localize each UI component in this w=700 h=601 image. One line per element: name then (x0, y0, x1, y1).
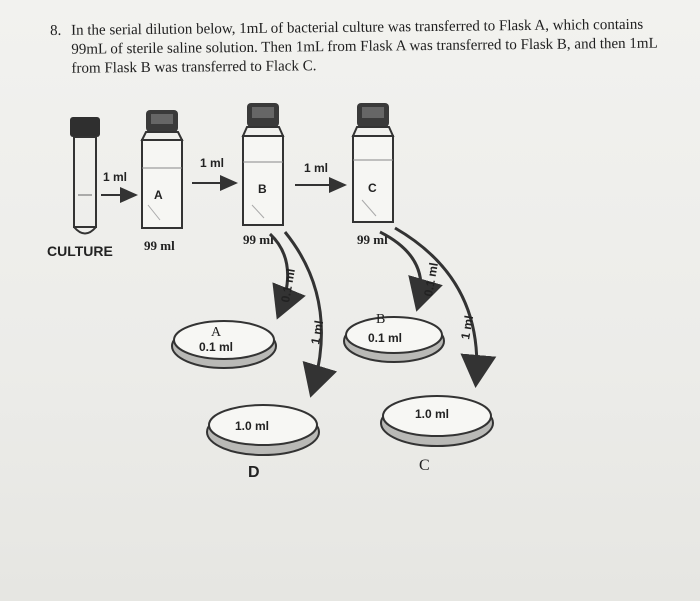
flask-b (243, 103, 283, 225)
plate-c-large (381, 396, 493, 446)
flask-b-small-arrow-label: 0.1 ml (278, 267, 298, 304)
flask-b-large-arrow-label: 1 ml (308, 319, 327, 346)
flask-c-large-arrow-label: 1 ml (458, 314, 477, 341)
flask-c-small-arrow-label: 0.1 ml (421, 261, 441, 298)
question-number: 8. (50, 22, 62, 39)
transfer-1-label: 1 ml (103, 170, 128, 184)
culture-tube (70, 117, 100, 234)
transfer-2-label: 1 ml (200, 156, 225, 170)
plate-b-large-volume: 1.0 ml (235, 419, 270, 433)
plate-c-small-letter: B (376, 312, 386, 327)
culture-label: CULTURE (47, 243, 113, 259)
question-text: In the serial dilution below, 1mL of bacterial culture was transferred to Flask A, which contains 99mL of sterile saline solution. Then 1mL from Flask A was transferred to Flask B, and then 1mL from Flask B was transferred to Flack C. (71, 16, 658, 77)
flask-c-volume: 99 ml (357, 232, 388, 247)
flask-b-letter: B (258, 182, 267, 196)
flask-b-volume: 99 ml (243, 232, 274, 247)
transfer-3-label: 1 ml (304, 161, 329, 175)
flask-c (353, 103, 393, 222)
flask-b-large-arrow (285, 232, 321, 392)
plate-b-large-letter: D (248, 464, 260, 481)
plate-c-large-volume: 1.0 ml (415, 407, 450, 421)
flask-c-letter: C (368, 181, 377, 195)
plate-b-small-letter: A (211, 325, 222, 340)
flask-a (142, 110, 182, 228)
plate-b-small-volume: 0.1 ml (199, 340, 234, 354)
flask-a-letter: A (154, 188, 163, 202)
flask-a-volume: 99 ml (144, 238, 175, 253)
plate-c-small-volume: 0.1 ml (368, 331, 403, 345)
plate-c-large-letter: C (419, 457, 430, 474)
